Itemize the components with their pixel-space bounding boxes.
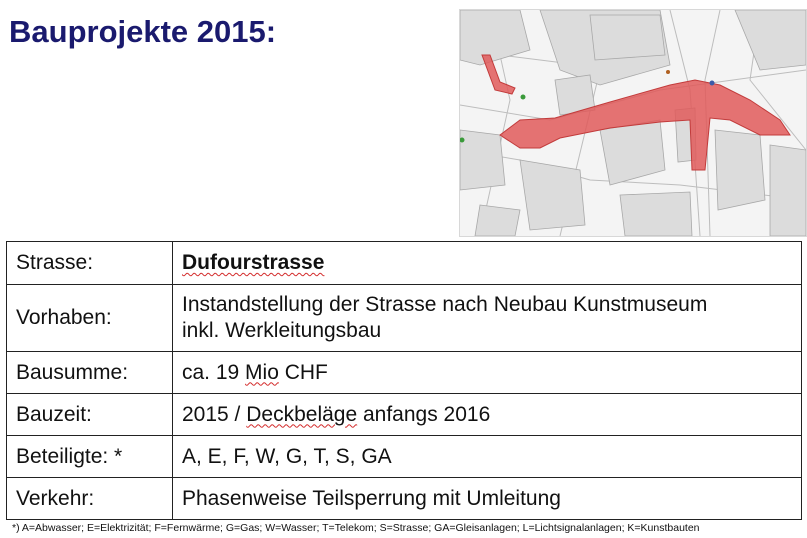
- row-label-strasse: Strasse:: [7, 242, 173, 285]
- project-details-table: [6, 241, 802, 520]
- bausumme-unit: Mio: [245, 360, 279, 384]
- row-value-beteiligte: A, E, F, W, G, T, S, GA: [173, 436, 802, 478]
- row-value-bausumme: [173, 352, 802, 394]
- vorhaben-line-1: Instandstellung der Strasse nach Neubau Kunstmuseum: [182, 293, 708, 316]
- bauzeit-suffix: anfangs 2016: [357, 402, 491, 426]
- row-value-verkehr: Phasenweise Teilsperrung mit Umleitung: [173, 478, 802, 520]
- row-value-strasse: [173, 242, 802, 285]
- site-map-image: [459, 9, 807, 237]
- bauzeit-term: Deckbeläge: [246, 402, 358, 426]
- row-label-vorhaben: Vorhaben:: [7, 285, 173, 352]
- table-row: [7, 436, 802, 478]
- row-label-bauzeit: Bauzeit:: [7, 394, 173, 436]
- footnote: *) A=Abwasser; E=Elektrizität; F=Fernwärme; G=Gas; W=Wasser; T=Telekom; S=Strasse; GA=Gleisanlagen; L=Lichtsignalanlagen; K=Kunstbauten: [12, 522, 700, 534]
- bausumme-suffix: CHF: [278, 360, 328, 384]
- bausumme-prefix: ca. 19: [182, 360, 246, 384]
- row-label-bausumme: Bausumme:: [7, 352, 173, 394]
- bauzeit-prefix: 2015 /: [182, 402, 247, 426]
- map-icon: [460, 10, 806, 236]
- street-name: Dufourstrasse: [182, 251, 325, 274]
- row-label-verkehr: Verkehr:: [7, 478, 173, 520]
- vorhaben-line-2: inkl. Werkleitungsbau: [182, 319, 382, 342]
- row-value-vorhaben: [173, 285, 802, 352]
- table-row: [7, 394, 802, 436]
- slide-title: Bauprojekte 2015:: [9, 14, 277, 49]
- row-value-bauzeit: [173, 394, 802, 436]
- table-row: [7, 478, 802, 520]
- table-row: [7, 285, 802, 352]
- row-label-beteiligte: Beteiligte: *: [7, 436, 173, 478]
- table-row: [7, 352, 802, 394]
- table-row: [7, 242, 802, 285]
